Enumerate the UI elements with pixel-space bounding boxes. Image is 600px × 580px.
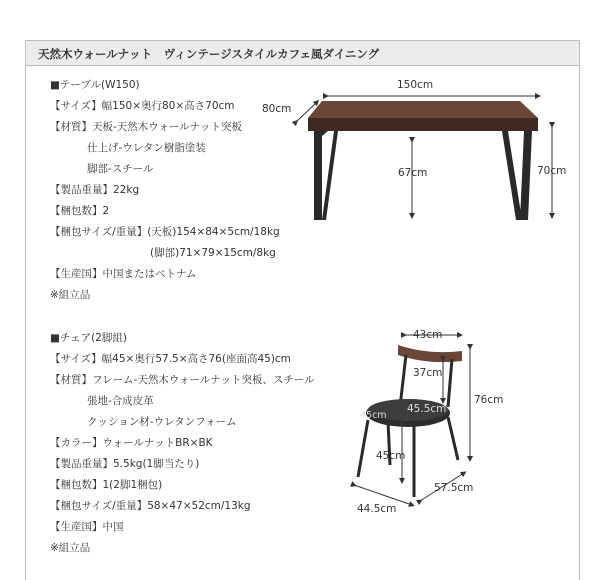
table-package-count: 【梱包数】2 bbox=[50, 205, 110, 217]
table-package-size: 【梱包サイズ/重量】(天板)154×84×5cm/18kg bbox=[50, 226, 280, 238]
table-illustration bbox=[280, 80, 580, 240]
chair-seat-depth-label: 45.5cm bbox=[407, 403, 447, 415]
table-finish: 仕上げ-ウレタン樹脂塗装 bbox=[87, 142, 206, 154]
chair-package-size: 【梱包サイズ/重量】58×47×52cm/13kg bbox=[50, 500, 251, 512]
page-title: 天然木ウォールナット ヴィンテージスタイルカフェ風ダイニング bbox=[38, 47, 380, 61]
chair-weight: 【製品重量】5.5kg(1脚当たり) bbox=[50, 458, 200, 470]
table-leg-height-label: 67cm bbox=[398, 167, 428, 179]
chair-size: 【サイズ】幅45×奥行57.5×高さ76(座面高45)cm bbox=[50, 353, 291, 365]
chair-material: 【材質】フレーム-天然木ウォールナット突板、スチール bbox=[50, 374, 315, 386]
chair-package-count: 【梱包数】1(2脚1梱包) bbox=[50, 479, 163, 491]
chair-back-height-label: 37cm bbox=[413, 367, 443, 379]
chair-heading: ■チェア(2脚組) bbox=[50, 332, 127, 344]
table-height-label: 70cm bbox=[537, 165, 567, 177]
chair-seat-width-label: 45cm bbox=[360, 410, 387, 421]
table-weight: 【製品重量】22kg bbox=[50, 184, 140, 196]
table-size: 【サイズ】幅150×奥行80×高さ70cm bbox=[50, 100, 235, 112]
table-heading: ■テーブル(W150) bbox=[50, 79, 140, 91]
chair-assembly-note: ※組立品 bbox=[50, 542, 91, 554]
table-material: 【材質】天板-天然木ウォールナット突板 bbox=[50, 121, 242, 133]
chair-cushion: クッション材-ウレタンフォーム bbox=[87, 416, 237, 428]
chair-seat-height-label: 45cm bbox=[376, 450, 406, 462]
table-assembly-note: ※組立品 bbox=[50, 289, 91, 301]
table-leg-material: 脚部-スチール bbox=[87, 163, 154, 175]
chair-origin: 【生産国】中国 bbox=[50, 521, 124, 533]
chair-depth-label: 57.5cm bbox=[434, 482, 474, 494]
chair-height-label: 76cm bbox=[474, 394, 504, 406]
table-package-size-legs: (脚部)71×79×15cm/8kg bbox=[150, 247, 276, 259]
chair-width-label: 44.5cm bbox=[357, 503, 397, 515]
table-depth-label: 80cm bbox=[262, 103, 292, 115]
table-width-label: 150cm bbox=[397, 79, 434, 91]
chair-upholstery: 張地-合成皮革 bbox=[87, 395, 154, 407]
table-origin: 【生産国】中国またはベトナム bbox=[50, 268, 197, 280]
chair-back-width-label: 43cm bbox=[413, 329, 443, 341]
chair-color: 【カラー】ウォールナットBR×BK bbox=[50, 437, 213, 449]
